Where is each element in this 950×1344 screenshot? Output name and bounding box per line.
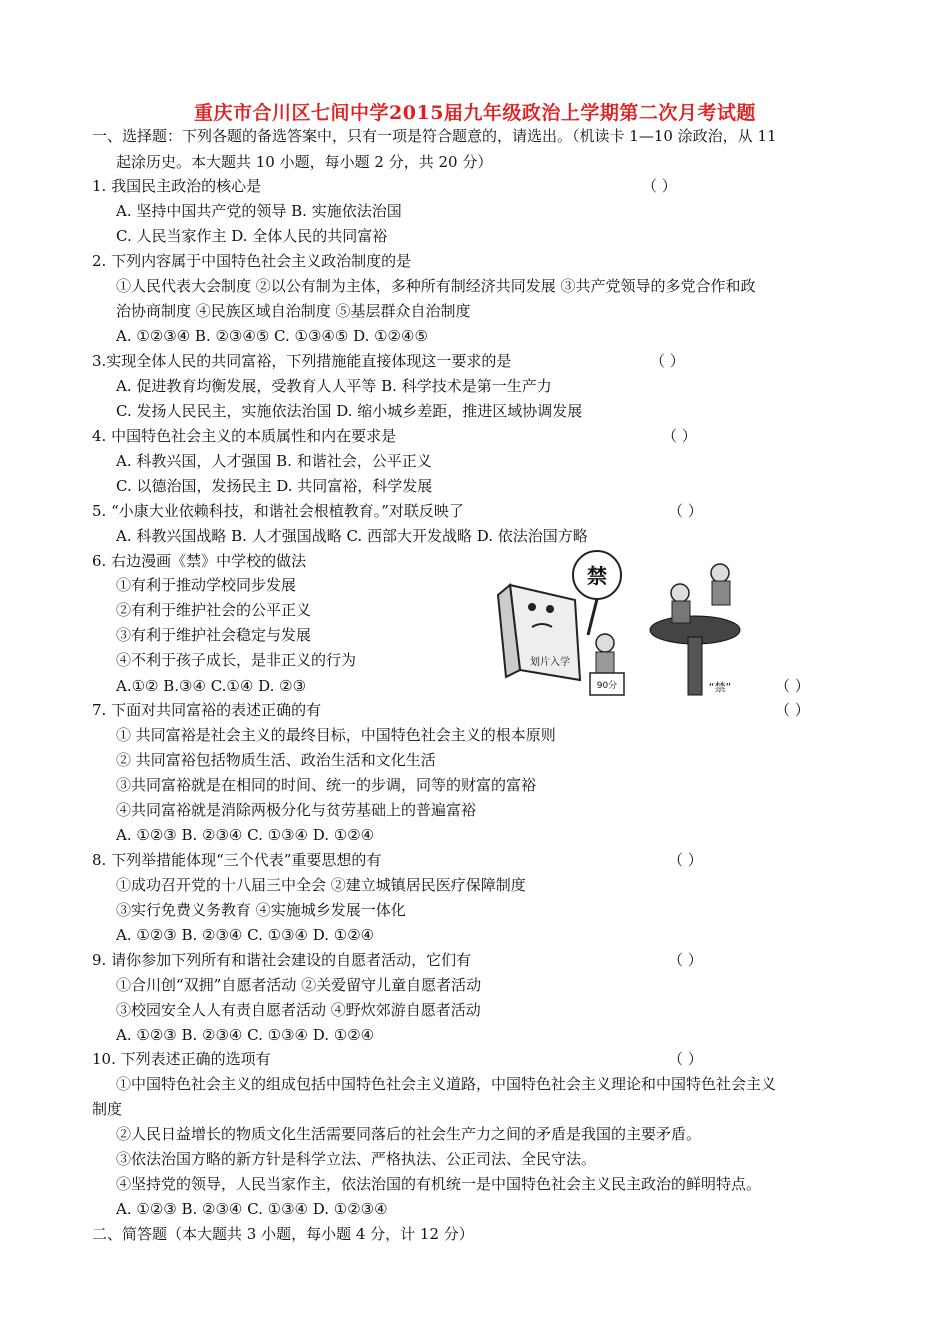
question-9-options: A. ①②③ B. ②③④ C. ①③④ D. ①②④ bbox=[116, 1026, 375, 1044]
question-6-item-1: ①有利于推动学校同步发展 bbox=[116, 576, 297, 594]
question-10-item-1-cont: 制度 bbox=[92, 1100, 123, 1118]
question-7-item-3: ③共同富裕就是在相同的时间、统一的步调，同等的财富的富裕 bbox=[116, 776, 537, 794]
question-10-options: A. ①②③ B. ②③④ C. ①③④ D. ①②③④ bbox=[116, 1200, 388, 1218]
question-5-answer-paren: （ ） bbox=[668, 502, 703, 520]
question-5-options: A. 科教兴国战略 B. 人才强国战略 C. 西部大开发战略 D. 依法治国方略 bbox=[116, 527, 588, 545]
question-5-stem: 5. “小康大业依赖科技，和谐社会根植教育。”对联反映了 bbox=[92, 502, 464, 520]
book-label: 划片入学 bbox=[530, 657, 570, 668]
question-9-stem: 9. 请你参加下列所有和谐社会建设的自愿者活动，它们有 bbox=[92, 951, 472, 969]
question-10-item-4: ④坚持党的领导，人民当家作主，依法治国的有机统一是中国特色社会主义民主政治的鲜明特点。 bbox=[116, 1175, 762, 1193]
question-4-answer-paren: （ ） bbox=[662, 427, 697, 445]
section1-intro-line2: 起涂历史。本大题共 10 小题，每小题 2 分，共 20 分） bbox=[116, 153, 493, 171]
question-6-answer-paren: （ ） bbox=[775, 677, 810, 695]
question-4-stem: 4. 中国特色社会主义的本质属性和内在要求是 bbox=[92, 427, 397, 445]
question-3-stem: 3.实现全体人民的共同富裕，下列措施能直接体现这一要求的是 bbox=[92, 352, 512, 370]
cartoon-illustration bbox=[480, 545, 750, 705]
question-4-options-a: A. 科教兴国，人才强国 B. 和谐社会，公平正义 bbox=[116, 452, 432, 470]
question-6-item-4: ④不利于孩子成长，是非正义的行为 bbox=[116, 651, 357, 669]
question-3-options-b: C. 发扬人民民主，实施依法治国 D. 缩小城乡差距，推进区域协调发展 bbox=[116, 402, 583, 420]
question-2-stem: 2. 下列内容属于中国特色社会主义政治制度的是 bbox=[92, 252, 412, 270]
question-8-options: A. ①②③ B. ②③④ C. ①③④ D. ①②④ bbox=[116, 926, 375, 944]
ban-sign-text: 禁 bbox=[587, 564, 607, 588]
question-6-item-3: ③有利于维护社会稳定与发展 bbox=[116, 626, 312, 644]
question-10-answer-paren: （ ） bbox=[668, 1050, 703, 1068]
question-7-stem: 7. 下面对共同富裕的表述正确的有 bbox=[92, 701, 322, 719]
question-7-item-1: ① 共同富裕是社会主义的最终目标，中国特色社会主义的根本原则 bbox=[116, 726, 556, 744]
question-10-stem: 10. 下列表述正确的选项有 bbox=[92, 1050, 271, 1068]
question-3-answer-paren: （ ） bbox=[650, 352, 685, 370]
question-2-line-2: 治协商制度 ④民族区域自治制度 ⑤基层群众自治制度 bbox=[116, 302, 471, 320]
question-7-item-2: ② 共同富裕包括物质生活、政治生活和文化生活 bbox=[116, 751, 436, 769]
question-1-answer-paren: （ ） bbox=[642, 177, 677, 195]
question-10-item-1: ①中国特色社会主义的组成包括中国特色社会主义道路，中国特色社会主义理论和中国特色社会主义 bbox=[116, 1075, 777, 1093]
question-1-options-a: A. 坚持中国共产党的领导 B. 实施依法治国 bbox=[116, 202, 402, 220]
question-6-options: A.①② B.③④ C.①④ D. ②③ bbox=[116, 677, 307, 695]
child-icon bbox=[596, 634, 614, 652]
question-6-item-2: ②有利于维护社会的公平正义 bbox=[116, 601, 312, 619]
question-2-line-1: ①人民代表大会制度 ②以公有制为主体，多种所有制经济共同发展 ③共产党领导的多党合作和政 bbox=[116, 277, 756, 295]
question-8-items-b: ③实行免费义务教育 ④实施城乡发展一体化 bbox=[116, 901, 406, 919]
question-3-options-a: A. 促进教育均衡发展，受教育人人平等 B. 科学技术是第一生产力 bbox=[116, 377, 552, 395]
score-label: 90分 bbox=[596, 681, 618, 691]
question-7-options: A. ①②③ B. ②③④ C. ①③④ D. ①②④ bbox=[116, 826, 375, 844]
question-7-item-4: ④共同富裕就是消除两极分化与贫劳基础上的普遍富裕 bbox=[116, 801, 477, 819]
page-title: 重庆市合川区七间中学2015届九年级政治上学期第二次月考试题 bbox=[194, 102, 756, 124]
question-8-items-a: ①成功召开党的十八届三中全会 ②建立城镇居民医疗保障制度 bbox=[116, 876, 526, 894]
section2-heading: 二、简答题（本大题共 3 小题，每小题 4 分，计 12 分） bbox=[92, 1225, 474, 1243]
question-10-item-3: ③依法治国方略的新方针是科学立法、严格执法、公正司法、全民守法。 bbox=[116, 1150, 597, 1168]
question-6-stem: 6. 右边漫画《禁》中学校的做法 bbox=[92, 552, 307, 570]
tree-label: “禁” bbox=[708, 681, 732, 694]
question-8-stem: 8. 下列举措能体现“三个代表”重要思想的有 bbox=[92, 851, 382, 869]
question-9-answer-paren: （ ） bbox=[668, 951, 703, 969]
question-7-answer-paren: （ ） bbox=[775, 701, 810, 719]
question-4-options-b: C. 以德治国，发扬民主 D. 共同富裕，科学发展 bbox=[116, 477, 433, 495]
question-2-options: A. ①②③④ B. ②③④⑤ C. ①③④⑤ D. ①②④⑤ bbox=[116, 327, 428, 345]
question-10-item-2: ②人民日益增长的物质文化生活需要同落后的社会生产力之间的矛盾是我国的主要矛盾。 bbox=[116, 1125, 702, 1143]
question-1-stem: 1. 我国民主政治的核心是 bbox=[92, 177, 262, 195]
question-8-answer-paren: （ ） bbox=[668, 851, 703, 869]
section1-intro-line1: 一、选择题：下列各题的备选答案中，只有一项是符合题意的，请选出。（机读卡 1—10 涂政治，从 11 bbox=[92, 127, 777, 145]
question-9-items-b: ③校园安全人人有责自愿者活动 ④野炊郊游自愿者活动 bbox=[116, 1001, 481, 1019]
question-1-options-b: C. 人民当家作主 D. 全体人民的共同富裕 bbox=[116, 227, 388, 245]
question-9-items-a: ①合川创“双拥”自愿者活动 ②关爱留守儿童自愿者活动 bbox=[116, 976, 482, 994]
